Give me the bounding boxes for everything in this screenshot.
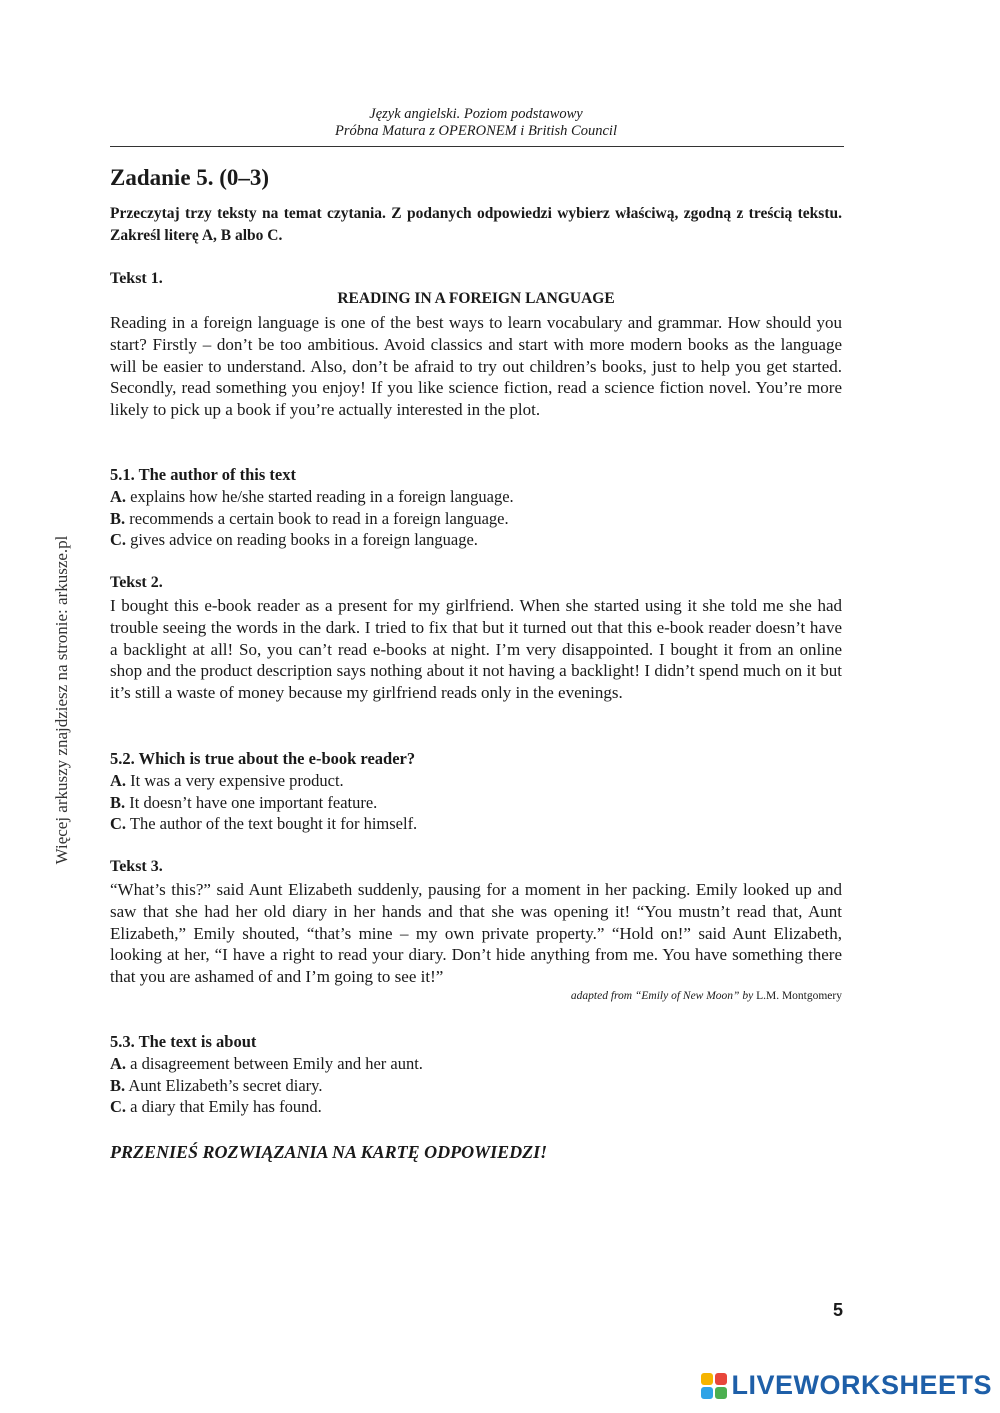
option-text: Aunt Elizabeth’s secret diary. — [128, 1075, 323, 1095]
text3-label: Tekst 3. — [110, 858, 163, 875]
header-subject: Język angielski. Poziom podstawowy — [369, 106, 583, 122]
question-5-1 — [110, 464, 842, 551]
option-text: The author of the text bought it for himself. — [129, 814, 418, 834]
question-title: 5.2. Which is true about the e-book reader? — [110, 749, 416, 768]
option-text: It doesn’t have one important feature. — [129, 792, 378, 812]
option-text: a diary that Emily has found. — [130, 1097, 322, 1117]
option-text: recommends a certain book to read in a foreign language. — [129, 508, 509, 528]
option-letter: A. — [110, 486, 127, 506]
answer-option-b[interactable] — [110, 792, 842, 814]
text3-body: “What’s this?” said Aunt Elizabeth suddenly, pausing for a moment in her packing. Emily looked up and saw that she had her old diary in her hands and that she was opening it! “You mustn’t read that, Aunt Elizabeth,” Emily shouted, “that’s mine – my own private property.” “Hold on!” said Aunt Elizabeth, looking at her, “I have a right to read your diary. Don’t hide anything from me. You have something there that you are ashamed of and I’m going to see it!” — [110, 880, 842, 987]
question-title: 5.1. The author of this text — [110, 465, 296, 484]
text3-source — [571, 990, 842, 1002]
text1-title: READING IN A FOREIGN LANGUAGE — [337, 290, 615, 307]
option-letter: B. — [110, 1075, 126, 1095]
option-letter: A. — [110, 770, 127, 790]
liveworksheets-brand[interactable] — [701, 1370, 992, 1401]
page-number: 5 — [832, 1300, 843, 1320]
option-letter: B. — [110, 792, 126, 812]
option-text: explains how he/she started reading in a foreign language. — [130, 486, 514, 506]
header-exam: Próbna Matura z OPERONEM i British Council — [335, 123, 617, 139]
text1-body: Reading in a foreign language is one of the best ways to learn vocabulary and grammar. How should you start? Firstly – don’t be too ambitious. Avoid classics and start with more modern books as the language will be easier to understand. Also, don’t be afraid to try out children’s books, just to help you get started. Secondly, read something you enjoy! If you like science fiction, read a science fiction novel. You’re more likely to pick up a book if you’re actually interested in the plot. — [110, 313, 842, 420]
source-author: L.M. Montgomery — [756, 990, 842, 1002]
question-title: 5.3. The text is about — [110, 1032, 257, 1051]
transfer-answers-note: PRZENIEŚ ROZWIĄZANIA NA KARTĘ ODPOWIEDZI! — [110, 1142, 548, 1162]
question-5-2 — [110, 748, 842, 835]
liveworksheets-logo-icon — [701, 1373, 727, 1399]
answer-option-c[interactable] — [110, 813, 842, 835]
option-letter: A. — [110, 1053, 127, 1073]
option-text: a disagreement between Emily and her aunt. — [130, 1053, 423, 1073]
text1-label: Tekst 1. — [110, 270, 163, 287]
option-letter: B. — [110, 508, 126, 528]
side-watermark-text: Więcej arkuszy znajdziesz na stronie: arkusze.pl — [52, 535, 71, 865]
answer-option-c[interactable] — [110, 529, 842, 551]
question-5-3 — [110, 1031, 842, 1118]
option-letter: C. — [110, 530, 127, 550]
answer-option-a[interactable] — [110, 770, 842, 792]
text2-body: I bought this e-book reader as a present for my girlfriend. When she started using it she told me she had trouble seeing the words in the dark. I tried to fix that but it turned out that this e-book reader doesn’t have a backlight at all! So, you can’t read e-books at night. I’m very disappointed. I bought it from an online shop and the product description says nothing about it not having a backlight! I didn’t spend much on it but it’s still a waste of money because my girlfriend reads only in the evenings. — [110, 596, 842, 703]
option-letter: C. — [110, 1097, 127, 1117]
source-prefix: adapted from “Emily of New Moon” by — [570, 990, 754, 1002]
option-letter: C. — [110, 814, 127, 834]
task-title: Zadanie 5. (0–3) — [110, 165, 270, 190]
text2-label: Tekst 2. — [110, 574, 163, 591]
answer-option-b[interactable] — [110, 508, 842, 530]
option-text: It was a very expensive product. — [130, 770, 344, 790]
header-divider — [110, 146, 844, 147]
answer-option-a[interactable] — [110, 1053, 842, 1075]
option-text: gives advice on reading books in a foreign language. — [130, 530, 478, 550]
answer-option-a[interactable] — [110, 486, 842, 508]
brand-name: LIVEWORKSHEETS — [731, 1370, 992, 1400]
answer-option-c[interactable] — [110, 1096, 842, 1118]
task-instruction: Przeczytaj trzy teksty na temat czytania. Z podanych odpowiedzi wybierz właściwą, zgodną z treścią tekstu. Zakreśl literę A, B albo C. — [110, 205, 842, 244]
answer-option-b[interactable] — [110, 1075, 842, 1097]
page-header — [110, 106, 842, 140]
